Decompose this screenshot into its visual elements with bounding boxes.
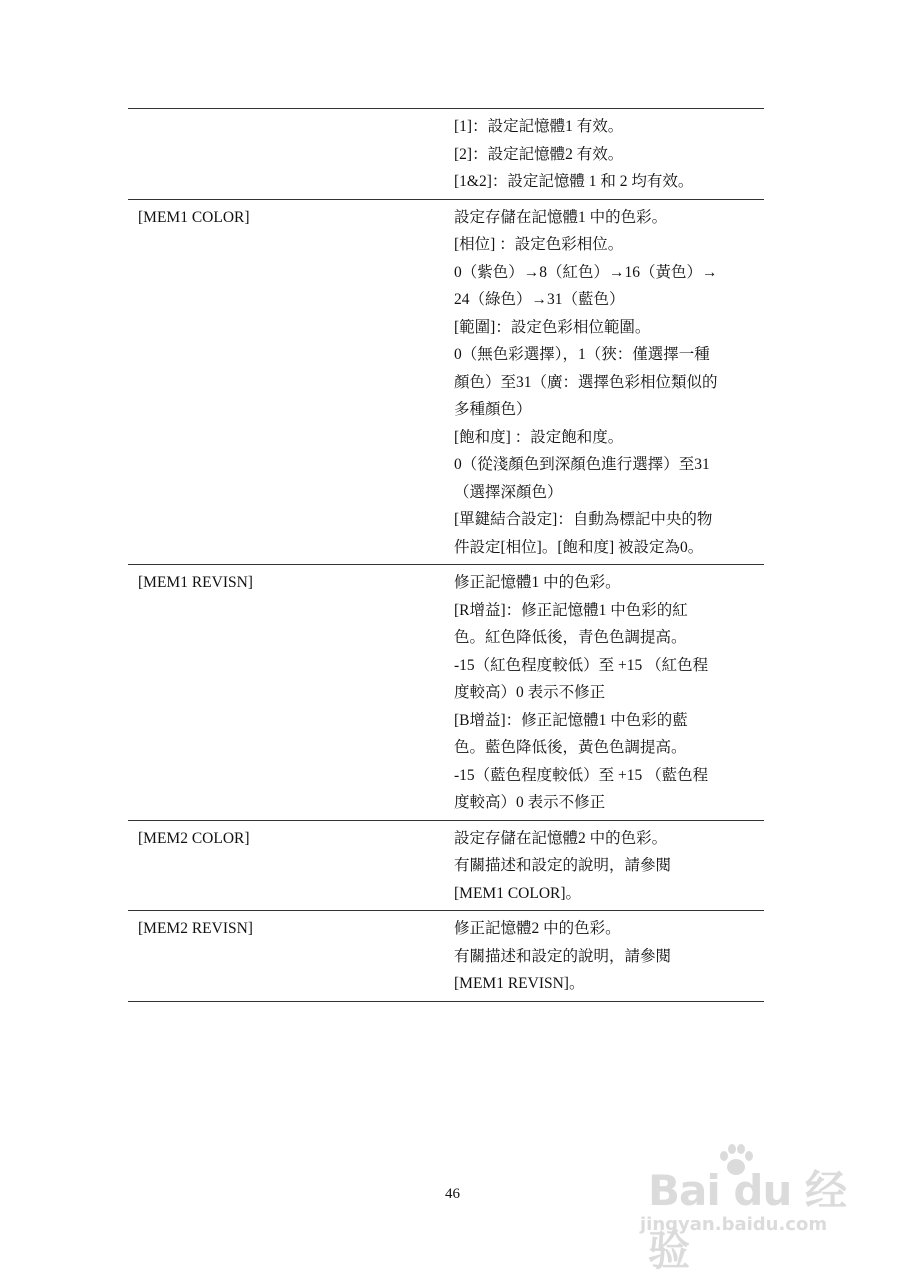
description-line: 有關描述和設定的說明，請參閱	[454, 947, 672, 965]
description-line: 度較高）0 表示不修正	[454, 794, 606, 811]
description-line: [1&2]：設定記憶體 1 和 2 均有效。	[454, 173, 694, 190]
row-description	[454, 204, 764, 562]
row-description	[454, 113, 764, 196]
description-line: [R增益]：修正記憶體1 中色彩的紅	[454, 601, 688, 619]
description-line: [MEM1 REVISN]。	[454, 975, 585, 992]
description-line: 24（綠色）→31（藍色）	[454, 291, 625, 308]
description-line: -15（紅色程度較低）至 +15 （紅色程	[454, 656, 709, 674]
row-label: [MEM2 COLOR]	[138, 829, 250, 847]
description-line: 設定存儲在記憶體1 中的色彩。	[454, 208, 668, 226]
baidu-watermark	[636, 1148, 876, 1275]
description-line: 件設定[相位]。[飽和度] 被設定為0。	[454, 538, 704, 556]
description-line: [相位] ：設定色彩相位。	[454, 236, 624, 253]
description-line: [飽和度] ：設定飽和度。	[454, 428, 624, 446]
description-line: -15（藍色程度較低）至 +15 （藍色程	[454, 766, 709, 784]
row-label: [MEM1 COLOR]	[138, 208, 250, 226]
description-line: 色。藍色降低後，黃色色調提高。	[454, 739, 687, 756]
description-line: 色。紅色降低後，青色色調提高。	[454, 629, 687, 646]
watermark-logo: Bai du 经验	[648, 1166, 846, 1275]
row-description	[454, 915, 764, 998]
description-line: [B增益]：修正記憶體1 中色彩的藍	[454, 711, 688, 729]
row-label	[128, 113, 454, 196]
description-line: [MEM1 COLOR]。	[454, 884, 582, 902]
row-label: [MEM1 REVISN]	[138, 574, 253, 591]
row-description	[454, 569, 764, 817]
description-line: [2]：設定記憶體2 有效。	[454, 145, 624, 163]
description-line: [1]：設定記憶體1 有效。	[454, 118, 624, 135]
description-line: 0（紫色）→8（紅色）→16（黃色）→	[454, 263, 718, 281]
row-label: [MEM2 REVISN]	[138, 920, 253, 937]
table-row	[128, 911, 764, 1002]
watermark-url: jingyan.baidu.com	[640, 1214, 828, 1235]
row-description	[454, 825, 764, 908]
description-line: 0（無色彩選擇），1（狹：僅選擇一種	[454, 346, 710, 363]
description-line: [單鍵結合設定]：自動為標記中央的物	[454, 511, 713, 528]
description-line: 設定存儲在記憶體2 中的色彩。	[454, 829, 668, 847]
description-line: 修正記憶體2 中的色彩。	[454, 920, 621, 937]
table-row	[128, 200, 764, 566]
description-line: 多種顏色）	[454, 401, 532, 418]
description-line: （選擇深顏色）	[454, 483, 563, 501]
description-line: 0（從淺顏色到深顏色進行選擇）至31	[454, 456, 710, 473]
table-row	[128, 565, 764, 821]
description-line: 修正記憶體1 中的色彩。	[454, 574, 621, 591]
description-line: 顏色）至31（廣：選擇色彩相位類似的	[454, 373, 718, 391]
table-row	[128, 821, 764, 912]
table-row	[128, 109, 764, 200]
description-line: [範圍]：設定色彩相位範圍。	[454, 318, 651, 336]
description-line: 度較高）0 表示不修正	[454, 684, 606, 701]
description-line: 有關描述和設定的說明，請參閱	[454, 857, 672, 874]
settings-table	[128, 108, 764, 1002]
page-number: 46	[445, 1186, 460, 1202]
